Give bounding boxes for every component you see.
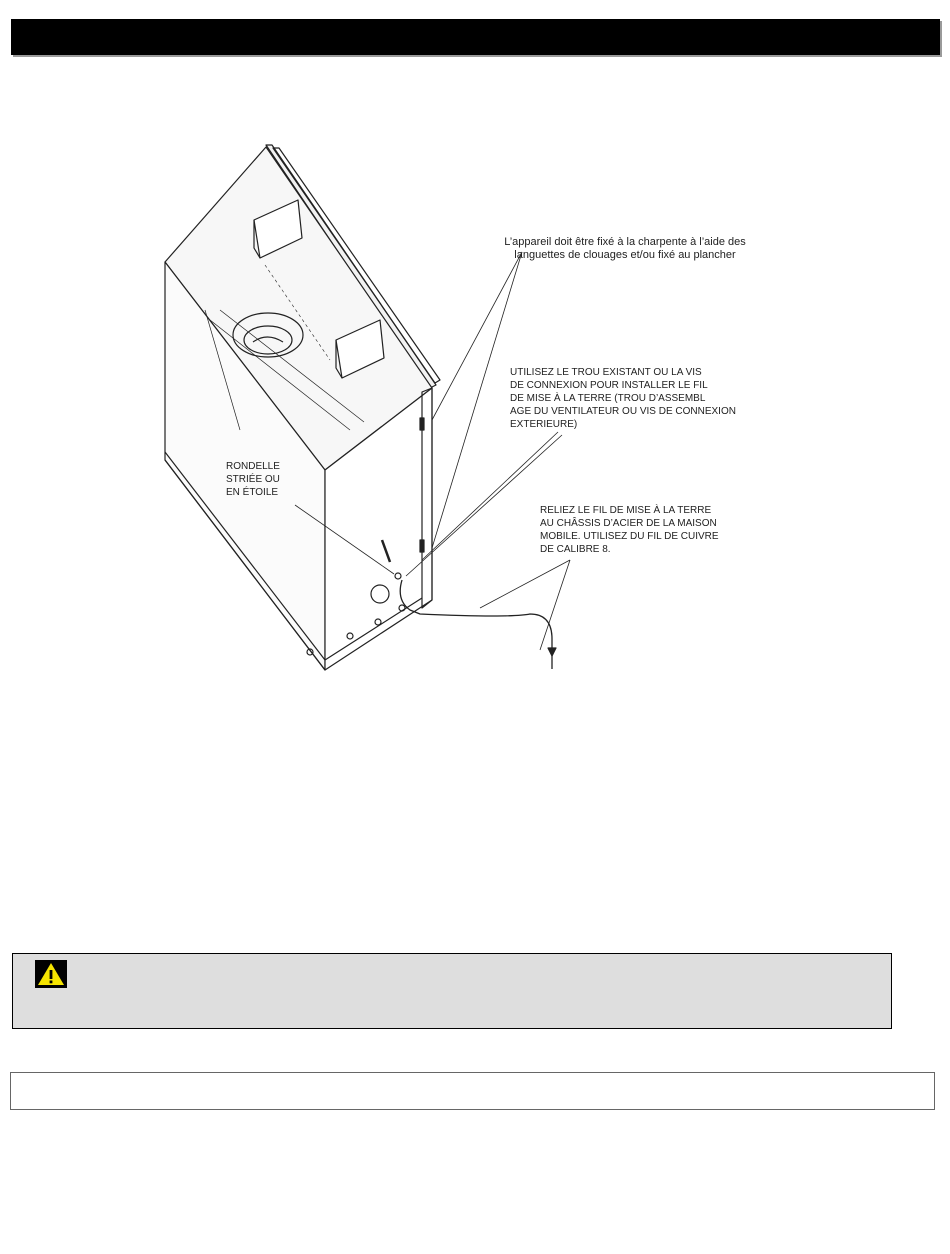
callout-washer: RONDELLE STRIÉE OU EN ÉTOILE — [226, 461, 280, 498]
callout-ground-hole: UTILISEZ LE TROU EXISTANT OU LA VIS DE CONNEXION POUR INSTALLER LE FIL DE MISE À LA TERRE (TROU D’ASSEMBL AGE DU VENTILATEUR OU VIS DE CONNEXION EXTERIEURE) — [510, 367, 736, 430]
warning-box — [12, 953, 892, 1029]
warning-icon — [35, 960, 67, 988]
section-header-bar — [11, 19, 940, 55]
callout-nailing-tabs: L’appareil doit être fixé à la charpente à l’aide des languettes de clouages et/ou fixé au plancher — [504, 236, 746, 261]
callout-chassis-ground: RELIEZ LE FIL DE MISE À LA TERRE AU CHÂSSIS D’ACIER DE LA MAISON MOBILE. UTILISEZ DU FIL DE CUIVRE DE CALIBRE 8. — [540, 505, 719, 555]
text-box — [10, 1072, 935, 1110]
